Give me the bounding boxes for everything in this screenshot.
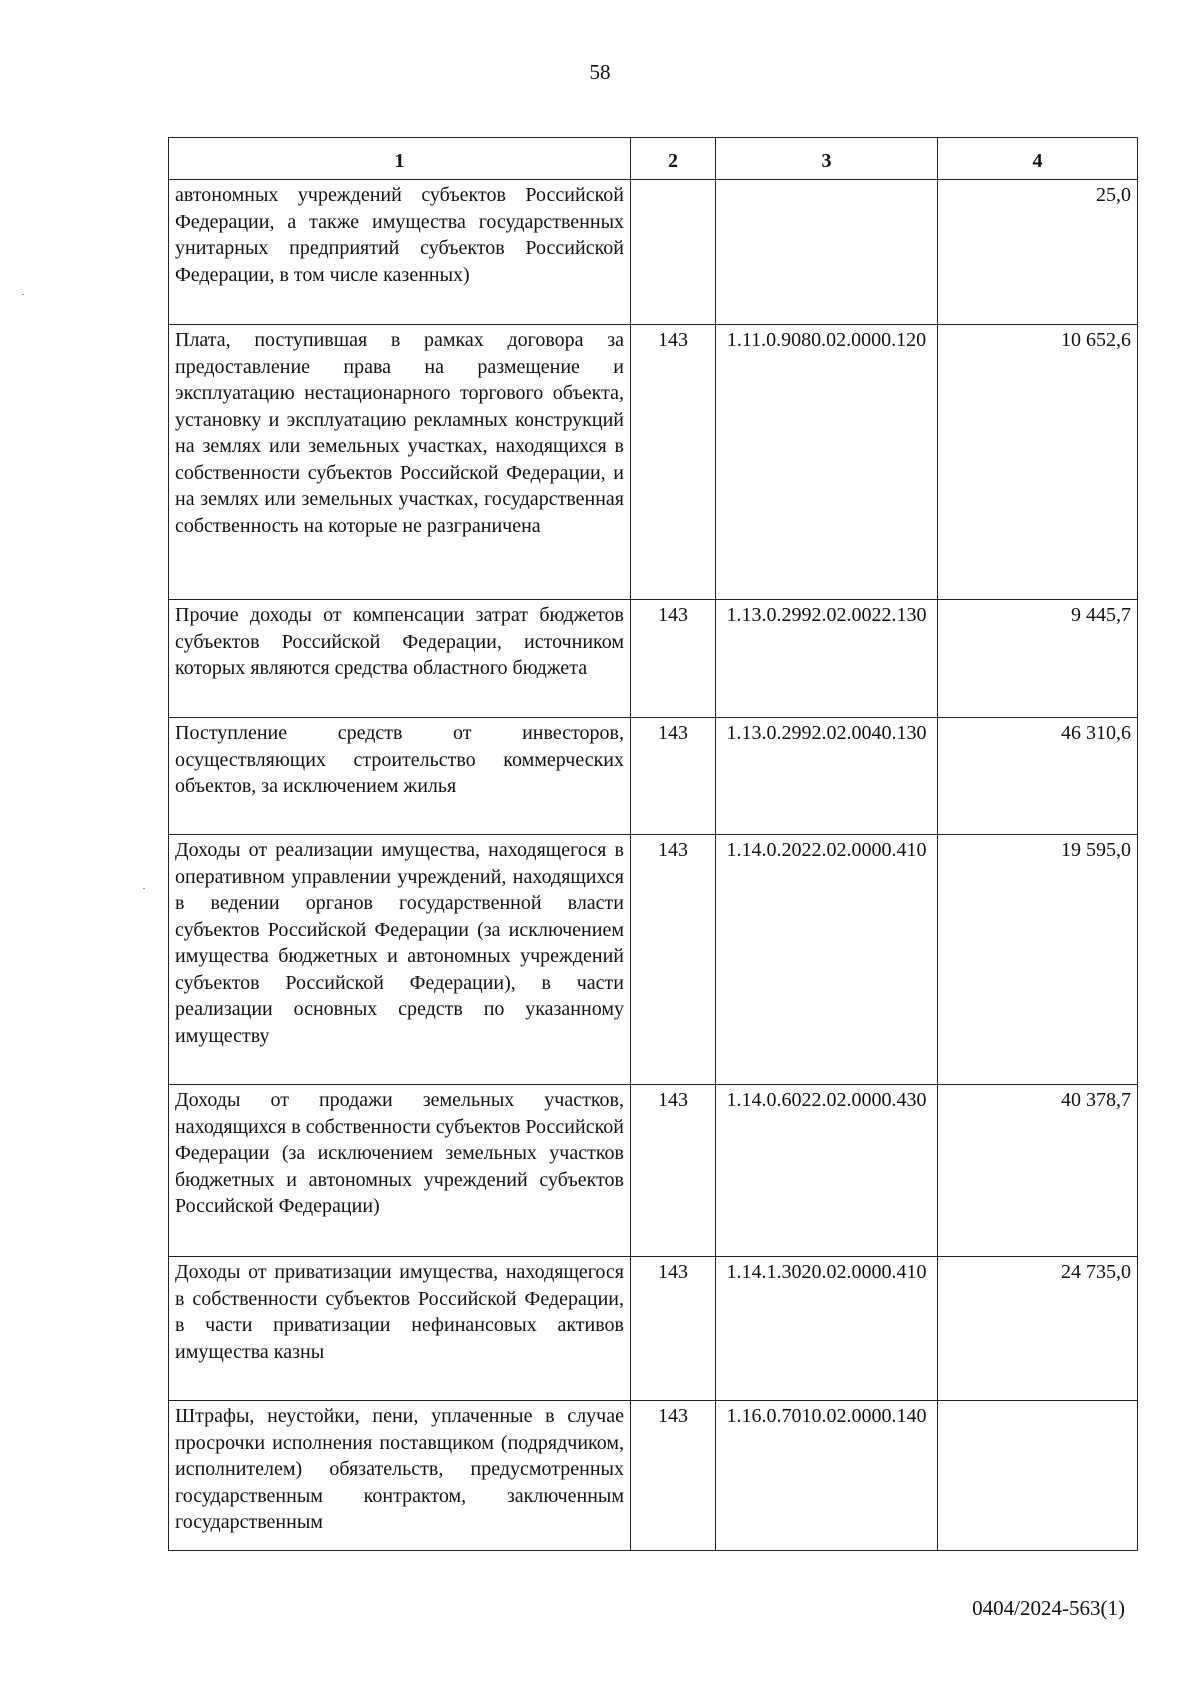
- administrator-code: 143: [631, 600, 716, 718]
- revenue-description: Доходы от реализации имущества, находящегося в оперативном управлении учреждений, находящихся в ведении органов государственной власти субъектов Российской Федерации (за исключением имущества бюджетных и автономных учреждений субъектов Российской Федерации), в части реализации основных средств по указанному имуществу: [169, 835, 631, 1085]
- amount-value: 46 310,6: [938, 718, 1138, 835]
- budget-revenue-table: [168, 137, 1138, 1551]
- administrator-code: 143: [631, 1257, 716, 1401]
- amount-value: 9 445,7: [938, 600, 1138, 718]
- document-id: 0404/2024-563(1): [972, 1596, 1125, 1620]
- administrator-code: 143: [631, 718, 716, 835]
- amount-value: 25,0: [938, 180, 1138, 325]
- budget-classification-code: 1.16.0.7010.02.0000.140: [716, 1401, 938, 1551]
- revenue-description: Плата, поступившая в рамках договора за предоставление права на размещение и эксплуатацию нестационарного торгового объекта, установку и эксплуатацию рекламных конструкций на землях или земельных участках, находящихся в собственности субъектов Российской Федерации, и на землях или земельных участках, государственная собственность на которые не разграничена: [169, 325, 631, 600]
- budget-classification-code: 1.13.0.2992.02.0040.130: [716, 718, 938, 835]
- table-row: [169, 600, 1138, 718]
- amount-value: 24 735,0: [938, 1257, 1138, 1401]
- administrator-code: 143: [631, 1401, 716, 1551]
- administrator-code: [631, 180, 716, 325]
- column-header-1: 1: [169, 138, 631, 180]
- scan-speck: [143, 888, 145, 889]
- page-number: 58: [589, 60, 611, 84]
- table-row: [169, 1257, 1138, 1401]
- revenue-description: автономных учреждений субъектов Российской Федерации, а также имущества государственных унитарных предприятий субъектов Российской Федерации, в том числе казенных): [169, 180, 631, 325]
- revenue-description: Доходы от приватизации имущества, находящегося в собственности субъектов Российской Федерации, в части приватизации нефинансовых активов имущества казны: [169, 1257, 631, 1401]
- revenue-description: Поступление средств от инвесторов, осуществляющих строительство коммерческих объектов, за исключением жилья: [169, 718, 631, 835]
- table-row: [169, 835, 1138, 1085]
- table-header-row: [169, 138, 1138, 180]
- amount-value: 10 652,6: [938, 325, 1138, 600]
- administrator-code: 143: [631, 1085, 716, 1257]
- budget-classification-code: 1.14.0.2022.02.0000.410: [716, 835, 938, 1085]
- scan-speck: [22, 294, 24, 295]
- revenue-description: Доходы от продажи земельных участков, находящихся в собственности субъектов Российской Федерации (за исключением земельных участков бюджетных и автономных учреждений субъектов Российской Федерации): [169, 1085, 631, 1257]
- table-row: [169, 180, 1138, 325]
- budget-classification-code: 1.14.0.6022.02.0000.430: [716, 1085, 938, 1257]
- revenue-description: Прочие доходы от компенсации затрат бюджетов субъектов Российской Федерации, источником которых являются средства областного бюджета: [169, 600, 631, 718]
- column-header-2: 2: [631, 138, 716, 180]
- table-row: [169, 718, 1138, 835]
- amount-value: 19 595,0: [938, 835, 1138, 1085]
- administrator-code: 143: [631, 835, 716, 1085]
- budget-classification-code: 1.13.0.2992.02.0022.130: [716, 600, 938, 718]
- amount-value: 40 378,7: [938, 1085, 1138, 1257]
- administrator-code: 143: [631, 325, 716, 600]
- revenue-description: Штрафы, неустойки, пени, уплаченные в случае просрочки исполнения поставщиком (подрядчиком, исполнителем) обязательств, предусмотренных государственным контрактом, заключенным государственным: [169, 1401, 631, 1551]
- budget-classification-code: [716, 180, 938, 325]
- budget-classification-code: 1.11.0.9080.02.0000.120: [716, 325, 938, 600]
- table-row: [169, 325, 1138, 600]
- column-header-4: 4: [938, 138, 1138, 180]
- amount-value: [938, 1401, 1138, 1551]
- table-row: [169, 1401, 1138, 1551]
- table-row: [169, 1085, 1138, 1257]
- column-header-3: 3: [716, 138, 938, 180]
- budget-classification-code: 1.14.1.3020.02.0000.410: [716, 1257, 938, 1401]
